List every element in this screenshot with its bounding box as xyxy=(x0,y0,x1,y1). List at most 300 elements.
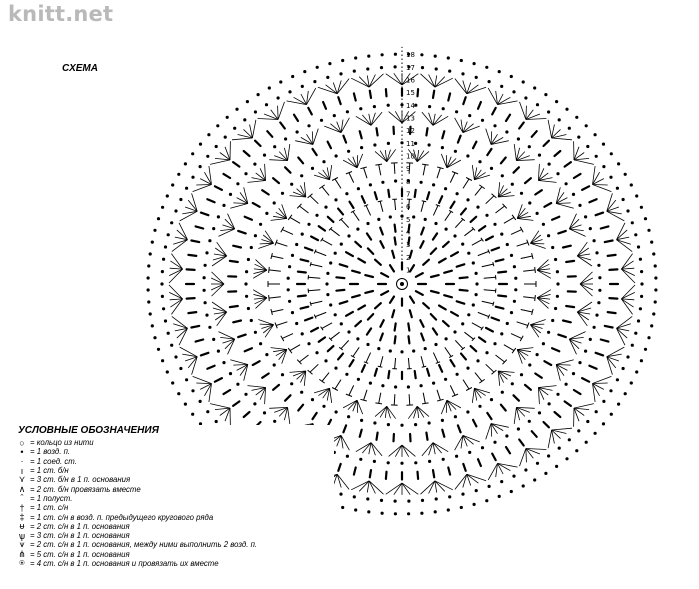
chain-stitch xyxy=(407,385,410,388)
chain-stitch xyxy=(594,133,597,136)
shell-stitch xyxy=(356,443,382,456)
shell-stitch xyxy=(169,285,183,314)
chain-stitch xyxy=(170,221,173,224)
double-crochet-stitch xyxy=(521,310,533,313)
chain-stitch xyxy=(565,457,568,460)
single-crochet-stitch xyxy=(375,303,381,308)
single-crochet-stitch xyxy=(273,178,279,183)
stitch-top xyxy=(378,366,383,367)
chain-stitch xyxy=(500,332,503,335)
double-crochet-stitch xyxy=(311,264,323,267)
shell-stitch xyxy=(210,141,230,164)
single-crochet-stitch xyxy=(338,464,340,471)
single-crochet-stitch xyxy=(298,405,303,411)
shell-stitch xyxy=(248,164,266,183)
double-crochet-stitch xyxy=(341,219,349,227)
shell-stitch xyxy=(218,332,234,355)
single-crochet-stitch xyxy=(498,272,506,273)
row-number-label: 7 xyxy=(406,190,411,199)
single-crochet-stitch xyxy=(473,420,476,427)
chain-stitch xyxy=(595,251,598,254)
chain-stitch xyxy=(435,67,438,70)
chain-stitch xyxy=(346,455,349,458)
single-crochet-stitch xyxy=(525,385,531,390)
chain-stitch xyxy=(324,206,327,209)
chain-stitch xyxy=(472,261,475,264)
double-crochet-stitch xyxy=(364,390,367,400)
shell-stitch xyxy=(230,360,248,381)
single-crochet-stitch xyxy=(423,303,429,308)
single-crochet-stitch xyxy=(442,131,444,138)
single-crochet-stitch xyxy=(433,91,434,98)
chain-stitch xyxy=(394,179,397,182)
chain-stitch xyxy=(635,370,638,373)
double-crochet-stitch xyxy=(276,243,287,247)
chain-stitch xyxy=(233,127,236,130)
shell-stitch xyxy=(375,406,396,418)
chain-stitch xyxy=(311,167,314,170)
single-crochet-stitch xyxy=(501,405,506,411)
shell-stitch xyxy=(169,254,183,283)
chain-stitch xyxy=(322,405,325,408)
chain-stitch xyxy=(520,192,523,195)
chain-stitch xyxy=(147,264,150,267)
single-crochet-stitch xyxy=(323,102,326,109)
chain-stitch xyxy=(466,154,469,157)
chain-stitch xyxy=(536,353,539,356)
single-crochet-stitch xyxy=(358,306,365,310)
chain-stitch xyxy=(556,172,559,175)
sc-increase-symbol-icon: ⋎ xyxy=(18,474,26,485)
chain-stitch xyxy=(414,461,417,464)
single-crochet-stitch xyxy=(496,307,504,309)
chain-stitch xyxy=(488,485,491,488)
chain-stitch xyxy=(544,472,547,475)
chain-stitch xyxy=(420,384,423,387)
chain-stitch xyxy=(597,301,600,304)
chain-stitch xyxy=(640,282,643,285)
chain-stitch xyxy=(610,413,613,416)
chain-stitch xyxy=(505,130,508,133)
legend-item-3dc-increase xyxy=(14,531,334,540)
stitch-top xyxy=(288,215,292,220)
row-number-label: 3 xyxy=(406,241,411,250)
double-crochet-stitch xyxy=(472,323,482,329)
v-stitch-symbol-icon: ⩛ xyxy=(19,539,25,550)
shell-stitch xyxy=(538,386,556,405)
chain-stitch xyxy=(185,187,188,190)
single-crochet-stitch xyxy=(415,371,416,378)
shell-stitch xyxy=(343,154,363,168)
legend xyxy=(14,425,334,568)
shell-stitch xyxy=(375,149,396,161)
chain-stitch xyxy=(453,234,456,237)
chain-stitch xyxy=(149,252,152,255)
chain-stitch xyxy=(287,277,290,280)
double-crochet-stitch xyxy=(272,256,284,259)
double-crochet-stitch xyxy=(379,165,381,176)
double-crochet-stitch xyxy=(322,240,332,246)
chain-stitch xyxy=(500,85,503,88)
chain-stitch xyxy=(407,512,410,515)
shell-stitch xyxy=(621,285,635,314)
single-crochet-stitch xyxy=(471,346,477,351)
chain-stitch xyxy=(473,62,476,65)
single-crochet-stitch xyxy=(313,149,317,155)
chain-stitch xyxy=(273,145,276,148)
single-crochet-stitch xyxy=(319,226,325,230)
chain-stitch xyxy=(257,93,260,96)
single-crochet-stitch xyxy=(427,192,429,199)
chain-stitch xyxy=(654,276,657,279)
shell-stitch xyxy=(172,316,188,345)
chain-stitch xyxy=(340,243,343,246)
half-double-symbol-icon: ˆ xyxy=(20,493,24,504)
chain-stitch xyxy=(208,326,211,329)
double-crochet-stitch xyxy=(353,212,359,221)
double-crochet-stitch xyxy=(463,179,469,188)
single-crochet-stitch xyxy=(443,321,449,326)
chain-stitch xyxy=(650,241,653,244)
chain-stitch xyxy=(254,110,257,113)
chain-stitch xyxy=(246,100,249,103)
single-crochet-stitch xyxy=(544,203,551,207)
single-crochet-stitch xyxy=(362,365,365,372)
chain-stitch xyxy=(288,90,291,93)
single-crochet-stitch xyxy=(386,89,387,96)
double-crochet-stitch xyxy=(463,380,469,389)
chain-stitch xyxy=(377,347,380,350)
single-crochet-stitch xyxy=(367,328,371,334)
chain-stitch xyxy=(212,227,215,230)
double-crochet-stitch xyxy=(299,355,308,362)
legend-item-shell xyxy=(14,550,334,559)
shell-stitch xyxy=(537,290,551,309)
single-crochet-stitch xyxy=(338,97,340,104)
chain-stitch xyxy=(226,116,229,119)
shell-stitch xyxy=(408,406,429,418)
chain-stitch xyxy=(556,270,559,273)
single-crochet-stitch xyxy=(188,312,196,313)
double-crochet-stitch xyxy=(395,358,396,369)
shell-stitch xyxy=(295,129,318,145)
chain-stitch xyxy=(481,446,484,449)
legend-item-text: = 4 ст. с/н в 1 п. основания и провязать их вместе xyxy=(30,559,219,568)
chain-stitch xyxy=(602,422,605,425)
legend-item-text: = 3 ст. с/н в 1 п. основания xyxy=(30,531,130,540)
chain-stitch xyxy=(617,162,620,165)
single-crochet-stitch xyxy=(501,158,506,164)
single-crochet-stitch xyxy=(552,217,559,220)
chain-stitch xyxy=(353,495,356,498)
single-crochet-stitch xyxy=(360,131,362,138)
chain-stitch xyxy=(493,441,496,444)
single-crochet-stitch xyxy=(471,217,477,222)
single-crochet-stitch xyxy=(525,178,531,183)
chain-stitch xyxy=(434,55,437,58)
single-crochet-stitch xyxy=(390,297,394,303)
site-logo[interactable]: knitt.net xyxy=(8,2,114,26)
chain-stitch xyxy=(281,373,284,376)
chain-stitch xyxy=(199,165,202,168)
row-number-label: 12 xyxy=(406,127,415,136)
single-crochet-stitch xyxy=(328,217,334,222)
chain-stitch xyxy=(461,72,464,75)
double-crochet-stitch xyxy=(421,201,424,212)
single-crochet-stitch xyxy=(563,321,571,323)
chain-stitch xyxy=(162,258,165,261)
single-crochet-stitch xyxy=(451,202,455,208)
shell-stitch xyxy=(520,102,547,120)
single-crochet-stitch xyxy=(187,269,195,270)
chain-stitch xyxy=(394,53,397,56)
single-crochet-stitch xyxy=(535,190,542,194)
double-crochet-stitch xyxy=(433,205,438,215)
single-crochet-stitch xyxy=(463,464,465,471)
chain-stitch xyxy=(359,458,362,461)
single-crochet-stitch xyxy=(589,366,596,369)
chain-stitch xyxy=(639,258,642,261)
chain-stitch xyxy=(428,460,431,463)
chain-stitch xyxy=(468,114,471,117)
chain-stitch xyxy=(460,59,463,62)
chain-stitch xyxy=(538,411,541,414)
row-number-label: 17 xyxy=(406,63,415,72)
row-number-label: 4 xyxy=(406,228,411,237)
single-crochet-stitch xyxy=(354,468,356,475)
single-crochet-stitch xyxy=(255,141,260,146)
chain-stitch xyxy=(572,193,575,196)
chain-stitch xyxy=(253,402,256,405)
single-crochet-stitch xyxy=(460,290,468,291)
chain-stitch xyxy=(551,319,554,322)
single-crochet-stitch xyxy=(448,93,450,100)
chain-stitch xyxy=(421,499,424,502)
chain-stitch xyxy=(346,110,349,113)
single-crochet-stitch xyxy=(238,335,246,338)
single-crochet-stitch xyxy=(486,328,493,332)
chain-stitch xyxy=(341,506,344,509)
chain-stitch xyxy=(303,70,306,73)
double-crochet-stitch xyxy=(504,345,514,351)
shell-stitch xyxy=(514,407,535,424)
chain-stitch xyxy=(500,480,503,483)
chain-stitch xyxy=(593,326,596,329)
single-crochet-stitch xyxy=(544,361,551,365)
double-crochet-stitch xyxy=(496,206,505,213)
chain-stitch xyxy=(548,163,551,166)
chain-stitch xyxy=(334,198,337,201)
chain-stitch xyxy=(224,136,227,139)
chain-stitch xyxy=(542,342,545,345)
chain-stitch xyxy=(334,313,337,316)
chain-stitch xyxy=(366,343,369,346)
chain-stitch xyxy=(435,497,438,500)
chain-stitch xyxy=(442,458,445,461)
chain-stitch xyxy=(455,455,458,458)
chain-stitch xyxy=(626,209,629,212)
single-crochet-stitch xyxy=(370,91,371,98)
chain-stitch xyxy=(281,192,284,195)
chain-stitch xyxy=(291,254,294,257)
chain-stitch xyxy=(333,114,336,117)
chain-stitch xyxy=(247,258,250,261)
chain-stitch xyxy=(528,363,531,366)
chain-stitch xyxy=(157,217,160,220)
single-crochet-stitch xyxy=(582,378,589,382)
shell-stitch xyxy=(324,118,349,133)
shell-stitch xyxy=(248,386,266,405)
single-crochet-stitch xyxy=(427,369,429,376)
chain-stitch xyxy=(206,155,209,158)
chain-stitch xyxy=(291,75,294,78)
chain-stitch xyxy=(307,223,310,226)
double-crochet-stitch xyxy=(315,312,326,316)
chain-stitch xyxy=(513,265,516,268)
chain-stitch xyxy=(635,194,638,197)
chain-stitch xyxy=(578,361,581,364)
single-crochet-stitch xyxy=(514,167,519,172)
chain-stitch xyxy=(191,176,194,179)
chain-stitch xyxy=(536,462,539,465)
single-crochet-stitch xyxy=(444,295,452,297)
shell-stitch xyxy=(172,223,188,252)
chain-stitch xyxy=(501,391,504,394)
single-crochet-stitch xyxy=(352,295,360,297)
double-crochet-stitch xyxy=(517,322,528,326)
chain-stitch xyxy=(164,245,167,248)
chain-symbol-icon: • xyxy=(20,446,24,457)
chain-stitch xyxy=(475,272,478,275)
chain-stitch xyxy=(466,410,469,413)
double-crochet-stitch xyxy=(484,290,496,291)
chain-stitch xyxy=(493,223,496,226)
single-crochet-stitch xyxy=(589,199,596,202)
double-crochet-stitch xyxy=(310,196,318,204)
chain-stitch xyxy=(654,300,657,303)
chain-stitch xyxy=(616,378,619,381)
double-crochet-stitch xyxy=(445,347,451,356)
chain-stitch xyxy=(595,314,598,317)
chain-stitch xyxy=(412,215,415,218)
stitch-top xyxy=(375,403,382,404)
stitch-top xyxy=(288,348,292,353)
shell-stitch xyxy=(530,320,545,338)
shell-stitch xyxy=(212,242,227,266)
chain-stitch xyxy=(631,221,634,224)
single-crochet-stitch xyxy=(224,174,231,178)
chain-stitch xyxy=(288,265,291,268)
single-crochet-stitch xyxy=(420,241,423,248)
double-crochet-stitch xyxy=(496,355,505,362)
single-crochet-stitch xyxy=(187,298,195,299)
center-dot xyxy=(400,282,404,286)
double-crochet-stitch xyxy=(315,251,326,255)
chain-stitch xyxy=(151,241,154,244)
chain-stitch xyxy=(320,119,323,122)
stitch-top xyxy=(493,302,494,306)
chain-stitch xyxy=(212,338,215,341)
shell-stitch xyxy=(422,443,448,456)
chain-stitch xyxy=(273,201,276,204)
shell-stitch xyxy=(421,481,453,494)
shell-stitch xyxy=(574,141,594,164)
double-crochet-stitch xyxy=(331,332,340,339)
single-crochet-stitch xyxy=(370,470,371,477)
single-crochet-stitch xyxy=(492,454,496,461)
chain-stitch xyxy=(199,143,202,146)
chain-stitch xyxy=(347,415,350,418)
single-crochet-stitch xyxy=(336,290,344,291)
single-crochet-stitch xyxy=(262,374,269,378)
chain-stitch xyxy=(412,349,415,352)
stitch-top xyxy=(479,379,484,383)
double-crochet-symbol-icon: † xyxy=(19,502,25,513)
chain-stitch xyxy=(367,55,370,58)
single-crochet-stitch xyxy=(519,440,524,446)
single-crochet-stitch xyxy=(478,102,481,109)
single-crochet-stitch xyxy=(451,360,455,366)
single-crochet-stitch xyxy=(368,248,373,254)
row-number-label: 1 xyxy=(406,266,411,275)
chain-stitch xyxy=(205,314,208,317)
chain-stitch xyxy=(555,465,558,468)
chain-stitch xyxy=(161,295,164,298)
chain-stitch xyxy=(501,174,504,177)
chain-stitch xyxy=(511,183,514,186)
double-crochet-stitch xyxy=(464,332,473,339)
single-crochet-stitch xyxy=(340,301,348,303)
single-crochet-stitch xyxy=(346,312,353,316)
chain-stitch xyxy=(602,143,605,146)
shell-stitch xyxy=(351,481,383,494)
chain-stitch xyxy=(505,434,508,437)
chain-stitch xyxy=(616,187,619,190)
double-crochet-stitch xyxy=(475,373,482,382)
double-crochet-stitch xyxy=(331,229,340,236)
chain-stitch xyxy=(420,53,423,56)
chain-stitch xyxy=(626,355,629,358)
single-crochet-stitch xyxy=(565,162,571,167)
chain-stitch xyxy=(514,277,517,280)
single-crochet-stitch xyxy=(451,312,458,316)
chain-stitch xyxy=(639,307,642,310)
single-crochet-stitch xyxy=(448,468,450,475)
chain-stitch xyxy=(329,303,332,306)
chain-stitch xyxy=(191,413,194,416)
chain-stitch xyxy=(300,174,303,177)
single-crochet-stitch xyxy=(381,291,388,295)
chain-stitch xyxy=(205,251,208,254)
stitch-top xyxy=(479,185,484,189)
chain-stitch xyxy=(335,154,338,157)
chain-stitch xyxy=(593,239,596,242)
chain-stitch xyxy=(584,215,587,218)
single-crochet-stitch xyxy=(298,296,306,297)
single-crochet-stitch xyxy=(544,422,549,427)
chain-stitch xyxy=(444,187,447,190)
chain-stitch xyxy=(381,512,384,515)
chart-center xyxy=(397,279,408,290)
single-crochet-stitch xyxy=(262,190,269,194)
single-crochet-stitch xyxy=(439,259,446,263)
double-crochet-stitch xyxy=(395,199,396,210)
stitch-top xyxy=(493,262,494,266)
single-crochet-stitch xyxy=(433,328,437,334)
single-crochet-stitch xyxy=(426,128,427,135)
chain-stitch xyxy=(254,331,257,334)
single-crochet-stitch xyxy=(196,340,204,342)
